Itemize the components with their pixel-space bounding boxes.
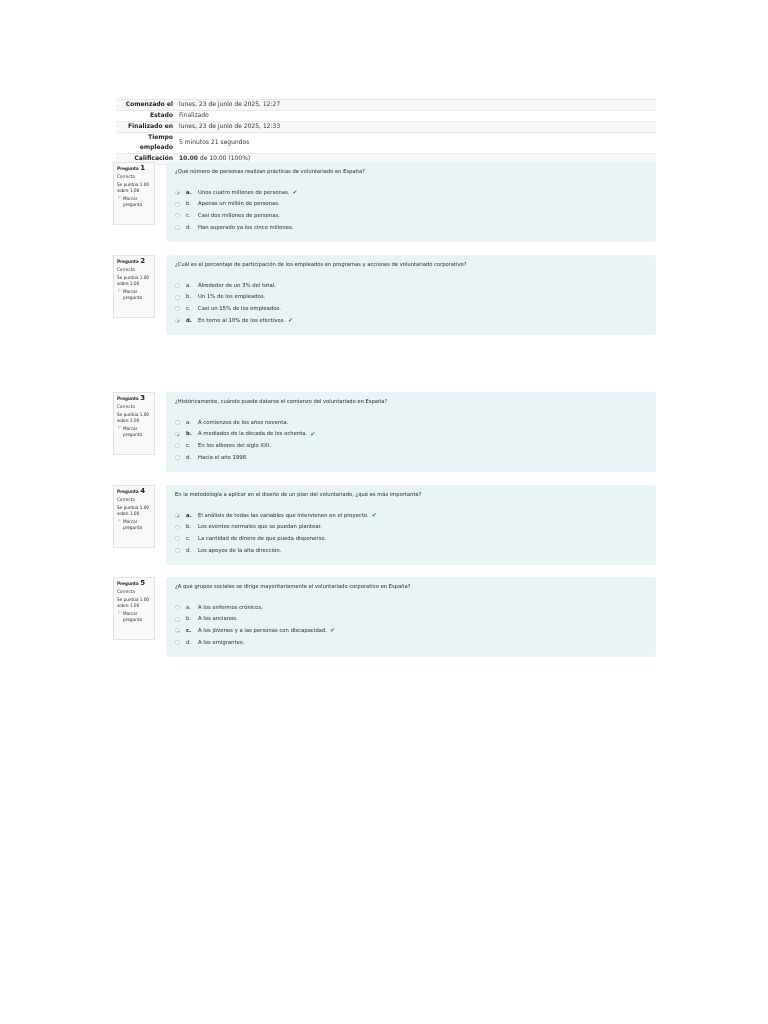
answer-option[interactable] — [175, 602, 647, 614]
option-letter: b. — [186, 616, 192, 623]
radio-icon[interactable] — [175, 605, 180, 610]
radio-icon[interactable] — [175, 617, 180, 622]
answer-option[interactable] — [175, 303, 647, 315]
flag-icon: ⚐ — [117, 519, 122, 524]
answer-option[interactable] — [175, 292, 647, 304]
question-number-value: 4 — [140, 487, 146, 495]
question-info — [113, 577, 155, 640]
option-text: Un 1% de los empleados. — [198, 294, 266, 301]
radio-icon[interactable] — [175, 455, 180, 460]
answer-option[interactable] — [175, 315, 647, 327]
radio-icon[interactable] — [175, 640, 180, 645]
option-text: Los apoyos de la alta dirección. — [198, 547, 282, 554]
question-text: ¿A qué grupos sociales se dirige mayoritariamente el voluntariado corporativo en España? — [175, 584, 411, 590]
question-label: Pregunta — [117, 489, 139, 494]
question-text: ¿Qué número de personas realizan prácticas de voluntariado en España? — [175, 169, 365, 175]
radio-icon[interactable] — [175, 318, 180, 323]
option-letter: b. — [186, 294, 192, 301]
flag-icon: ⚐ — [117, 289, 122, 294]
summary-row-started — [116, 100, 656, 111]
question-number — [117, 259, 152, 265]
radio-icon[interactable] — [175, 548, 180, 553]
option-text: En torno al 10% de los efectivos. — [198, 317, 286, 324]
question-state: Correcta — [117, 588, 135, 594]
question-grade: Se puntúa 1.00 sobre 1.00 — [117, 275, 150, 286]
summary-value: lunes, 23 de junio de 2025, 12:27 — [176, 100, 656, 111]
option-letter: a. — [186, 604, 191, 611]
question-number-value: 1 — [140, 164, 146, 172]
check-icon: ✔ — [310, 430, 316, 438]
answer-option[interactable] — [175, 429, 647, 441]
flag-label: Marcar pregunta — [123, 611, 143, 622]
attempt-summary-table — [116, 99, 656, 165]
radio-icon[interactable] — [175, 628, 180, 633]
answer-option[interactable] — [175, 533, 647, 545]
summary-label: Tiempo empleado — [116, 133, 176, 154]
question-grade: Se puntúa 1.00 sobre 1.00 — [117, 505, 150, 516]
answer-option[interactable] — [175, 545, 647, 557]
radio-icon[interactable] — [175, 283, 180, 288]
option-letter: c. — [186, 535, 191, 542]
option-text: Unos cuatro millones de personas. — [198, 189, 290, 196]
option-letter: d. — [186, 317, 192, 324]
check-icon: ✔ — [329, 627, 336, 635]
radio-icon[interactable] — [175, 536, 180, 541]
question-number-value: 2 — [140, 257, 146, 265]
answer-option[interactable] — [175, 510, 647, 522]
question-label: Pregunta — [117, 259, 139, 264]
radio-icon[interactable] — [175, 190, 180, 195]
answer-option[interactable] — [175, 452, 647, 464]
radio-icon[interactable] — [175, 202, 180, 207]
option-text: La cantidad de dinero de que pueda disponerse. — [198, 535, 327, 542]
option-text: El análisis de todas las variables que intervienen en el proyecto. — [198, 512, 369, 519]
question-content — [166, 162, 656, 242]
question-number-value: 3 — [140, 394, 146, 402]
answer-option[interactable] — [175, 199, 647, 211]
option-letter: b. — [186, 431, 192, 438]
question-state: Correcta — [117, 403, 135, 409]
answer-option[interactable] — [175, 522, 647, 534]
radio-icon[interactable] — [175, 213, 180, 218]
question-text: ¿Cuál es el porcentaje de participación de los empleados en programas y acciones de voluntariado corporativo? — [175, 262, 467, 268]
answer-list — [175, 417, 647, 463]
summary-row-finished — [116, 122, 656, 133]
option-letter: b. — [186, 524, 192, 531]
option-letter: d. — [186, 547, 192, 554]
answer-option[interactable] — [175, 637, 647, 649]
radio-icon[interactable] — [175, 443, 180, 448]
flag-label: Marcar pregunta — [123, 519, 143, 530]
option-letter: c. — [186, 212, 191, 219]
flag-question-button[interactable] — [117, 196, 152, 207]
option-text: A los ancianos. — [198, 616, 238, 623]
flag-label: Marcar pregunta — [123, 289, 143, 300]
radio-icon[interactable] — [175, 306, 180, 311]
option-text: Casi dos millones de personas. — [198, 212, 280, 219]
flag-icon: ⚐ — [117, 426, 122, 431]
summary-label: Calificación — [116, 154, 176, 165]
question-number — [117, 166, 152, 172]
answer-option[interactable] — [175, 440, 647, 452]
flag-icon: ⚐ — [117, 196, 122, 201]
check-icon: ✔ — [292, 189, 298, 197]
question-number — [117, 489, 152, 495]
flag-question-button[interactable] — [117, 519, 152, 530]
radio-icon[interactable] — [175, 525, 180, 530]
answer-list — [175, 187, 647, 233]
check-icon: ✔ — [288, 317, 294, 325]
question-label: Pregunta — [117, 166, 139, 171]
summary-row-state — [116, 111, 656, 122]
option-text: En los albores del siglo XXI. — [198, 442, 271, 449]
question-text: En la metodología a aplicar en el diseño de un plan del voluntariado, ¿qué es más importante? — [175, 492, 422, 498]
answer-option[interactable] — [175, 222, 647, 234]
option-text: A los jóvenes y a las personas con discapacidad. — [198, 627, 327, 634]
question-number-value: 5 — [140, 579, 146, 587]
question-state: Correcta — [117, 173, 135, 179]
answer-list — [175, 602, 647, 648]
answer-option[interactable] — [175, 625, 647, 637]
option-letter: b. — [186, 201, 192, 208]
question-label: Pregunta — [117, 581, 139, 586]
answer-option[interactable] — [175, 614, 647, 626]
question-content — [166, 255, 656, 335]
radio-icon[interactable] — [175, 513, 180, 518]
answer-option[interactable] — [175, 187, 647, 199]
radio-icon[interactable] — [175, 432, 180, 437]
grade-score: 10.00 — [179, 155, 198, 162]
option-text: A mediados de la década de los ochenta. — [198, 431, 308, 438]
question-grade: Se puntúa 1.00 sobre 1.00 — [117, 182, 150, 193]
option-letter: a. — [186, 282, 191, 289]
option-text: Hacia el año 1998. — [198, 454, 248, 461]
flag-question-button[interactable] — [117, 289, 152, 300]
answer-option[interactable] — [175, 210, 647, 222]
option-text: A los emigrantes. — [198, 639, 245, 646]
flag-question-button[interactable] — [117, 426, 152, 437]
question-state: Correcta — [117, 266, 135, 272]
option-text: Los eventos normales que se puedan plantear. — [198, 524, 322, 531]
option-text: Alrededor de un 3% del total. — [198, 282, 276, 289]
answer-list — [175, 280, 647, 326]
question-content — [166, 392, 656, 472]
question-grade: Se puntúa 1.00 sobre 1.00 — [117, 412, 150, 423]
option-letter: a. — [186, 512, 192, 519]
answer-option[interactable] — [175, 280, 647, 292]
grade-rest: de 10.00 (100%) — [199, 155, 251, 162]
question-content — [166, 577, 656, 657]
question-number — [117, 581, 152, 587]
flag-label: Marcar pregunta — [123, 196, 143, 207]
option-letter: a. — [186, 419, 191, 426]
answer-option[interactable] — [175, 417, 647, 429]
question-info — [113, 162, 155, 225]
option-letter: d. — [186, 454, 192, 461]
option-letter: d. — [186, 224, 192, 231]
option-letter: c. — [186, 627, 192, 634]
question-info — [113, 255, 155, 318]
flag-label: Marcar pregunta — [123, 426, 143, 437]
option-letter: a. — [186, 189, 192, 196]
flag-icon: ⚐ — [117, 611, 122, 616]
question-label: Pregunta — [117, 396, 139, 401]
option-text: Han superado ya los cinco millones. — [198, 224, 294, 231]
option-text: Casi un 15% de los empleados. — [198, 305, 281, 312]
radio-icon[interactable] — [175, 295, 180, 300]
flag-question-button[interactable] — [117, 611, 152, 622]
option-letter: c. — [186, 442, 191, 449]
radio-icon[interactable] — [175, 225, 180, 230]
summary-label: Comenzado el — [116, 100, 176, 111]
summary-value: 5 minutos 21 segundos — [176, 133, 656, 154]
question-info — [113, 485, 155, 548]
question-number — [117, 396, 152, 402]
question-text: ¿Históricamente, cuándo puede datarse el comienzo del voluntariado en España? — [175, 399, 388, 405]
question-state: Correcta — [117, 496, 135, 502]
option-letter: d. — [186, 639, 192, 646]
option-text: A los enfermos crónicos. — [198, 604, 263, 611]
answer-list — [175, 510, 647, 556]
summary-value: lunes, 23 de junio de 2025, 12:33 — [176, 122, 656, 133]
summary-label: Finalizado en — [116, 122, 176, 133]
option-letter: c. — [186, 305, 191, 312]
question-info — [113, 392, 155, 455]
option-text: Apenas un millón de personas. — [198, 201, 280, 208]
radio-icon[interactable] — [175, 420, 180, 425]
check-icon: ✔ — [371, 512, 377, 520]
summary-row-time — [116, 133, 656, 154]
question-grade: Se puntúa 1.00 sobre 1.00 — [117, 597, 150, 608]
option-text: A comienzos de los años noventa. — [198, 419, 289, 426]
summary-label: Estado — [116, 111, 176, 122]
question-content — [166, 485, 656, 565]
summary-value: Finalizado — [176, 111, 656, 122]
